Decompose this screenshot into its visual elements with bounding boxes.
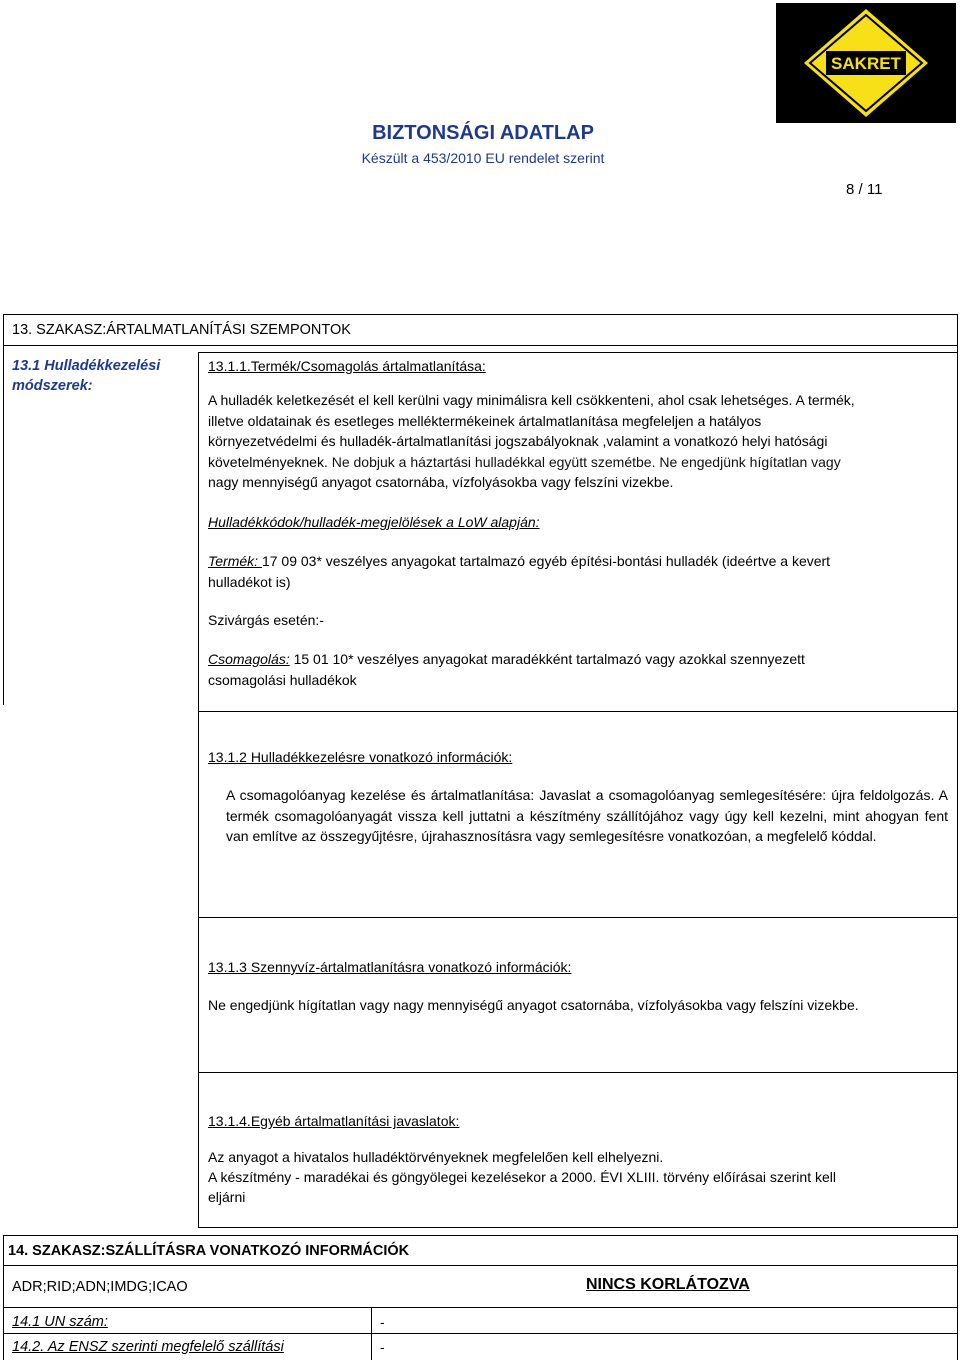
disposal-line-4 [208,452,948,473]
s13-sidebar-left-border [3,345,4,705]
s14-title-bottom-border [3,1265,958,1266]
un-number-label: 14.1 UN szám: [12,1314,108,1330]
disposal-paragraph [208,390,948,493]
product-waste-code [208,551,948,592]
waste-methods-label-line1: 13.1 Hulladékkezelési [12,358,161,374]
packaging-waste-code [208,649,948,690]
document-subtitle: Készült a 453/2010 EU rendelet szerint [361,150,605,166]
sub4-line-1: Az anyagot a hivatalos hulladéktörvényeknek megfelelően kell elhelyezni. [208,1149,664,1165]
s13-left-border [3,314,4,346]
packaging-text-2: csomagolási hulladékok [208,671,357,688]
un-shipping-name-label: 14.2. Az ENSZ szerinti megfelelő szállítási [12,1339,284,1355]
disposal-line-2: illetve oldatainak és esetleges melléktermékeinek ártalmatlanítása megfeleljen a hatályos [208,412,762,429]
packaging-text: 15 01 10* veszélyes anyagokat maradékként tartalmazó vagy azokkal szennyezett [289,651,805,667]
s13-top-border [3,314,958,315]
leak-note: Szivárgás esetén:- [208,612,324,628]
subsection-13-1-2-heading: 13.1.2 Hulladékkezelésre vonatkozó információk: [208,749,513,765]
s13-title-bottom-border [3,345,958,346]
subsection-13-1-3-heading: 13.1.3 Szennyvíz-ártalmatlanításra vonatkozó információk: [208,959,572,975]
disposal-line-4a: követelményeknek. [208,453,328,470]
sub4-line-3: eljárni [208,1189,246,1205]
s14-top-border [3,1235,958,1236]
un-number-value: - [380,1314,385,1330]
section-13-title: 13. SZAKASZ:ÁRTALMATLANÍTÁSI SZEMPONTOK [12,322,351,338]
s13-right-border [957,314,958,1228]
s13-content-top-border [198,352,958,353]
waste-codes-heading: Hulladékkódok/hulladék-megjelölések a LoW alapján: [208,514,540,530]
s14-right-border [957,1235,958,1360]
disposal-line-3: környezetvédelmi és hulladék-ártalmatlanítási jogszabályoknak ,valamint a vonatkozó helyi hatósági [208,433,828,449]
disposal-line-4b: Ne dobjuk a háztartási hulladékkal együtt szemétbe. Ne engedjünk hígítatlan vagy [327,453,841,470]
subsection-13-1-4-text [208,1147,948,1207]
s14-row-divider-1 [3,1307,958,1308]
subsection-13-1-4-heading: 13.1.4.Egyéb ártalmatlanítási javaslatok: [208,1113,460,1129]
sub4-line-2: A készítmény - maradékai és göngyölegei kezelésekor a 2000. ÉVI XLIII. törvény előírásai szerint kell [208,1169,836,1185]
s14-left-border [3,1235,4,1360]
transport-modes: ADR;RID;ADN;IMDG;ICAO [12,1279,188,1295]
logo-text: SAKRET [831,54,901,73]
product-text-2: hulladékot is) [208,573,291,590]
subsection-13-1-1-heading: 13.1.1.Termék/Csomagolás ártalmatlanítása: [208,358,486,374]
sakret-logo [776,3,956,123]
page-number: 8 / 11 [846,181,883,198]
s13-row-divider-3 [198,1072,958,1073]
s13-row-divider-1 [198,711,958,712]
waste-methods-label-line2: módszerek: [12,378,93,394]
subsection-13-1-3-text: Ne engedjünk hígítatlan vagy nagy mennyiségű anyagot csatornába, vízfolyásokba vagy felszíni vizekbe. [208,997,859,1013]
s14-column-divider [371,1307,372,1360]
no-restriction-label: NINCS KORLÁTOZVA [586,1276,750,1293]
s14-row-divider-2 [3,1333,958,1334]
s13-row-divider-2 [198,917,958,918]
section-14-title: 14. SZAKASZ:SZÁLLÍTÁSRA VONATKOZÓ INFORMÁCIÓK [8,1243,410,1259]
document-title: BIZTONSÁGI ADATLAP [372,122,594,144]
s13-column-divider [198,352,199,1228]
s13-bottom-border [198,1227,958,1228]
subsection-13-1-2-text: A csomagolóanyag kezelése és ártalmatlanítása: Javaslat a csomagolóanyag semlegesítésére: újra feldolgozás. A termék csomagolóanyagát vissza kell juttatni a készítmény szállítójához vagy úgy kell kezelni, mint ahogyan fent van említve az összegyűjtésre, újrahasznosításra vagy semlegesítésre vonatkozóan, a megfelelő kóddal. [226,787,948,844]
packaging-label: Csomagolás: [208,651,290,667]
un-shipping-name-value: - [380,1339,385,1355]
disposal-line-1: A hulladék keletkezését el kell kerülni vagy minimálisra kell csökkenteni, ahol csak lehetséges. A termék, [208,392,855,408]
disposal-line-5: nagy mennyiségű anyagot csatornába, vízfolyásokba vagy felszíni vizekbe. [208,474,674,490]
waste-methods-label [12,356,160,396]
product-text: 17 09 03* veszélyes anyagokat tartalmazó egyéb építési-bontási hulladék (ideértve a kevert [261,553,831,569]
product-label: Termék: [208,553,262,569]
